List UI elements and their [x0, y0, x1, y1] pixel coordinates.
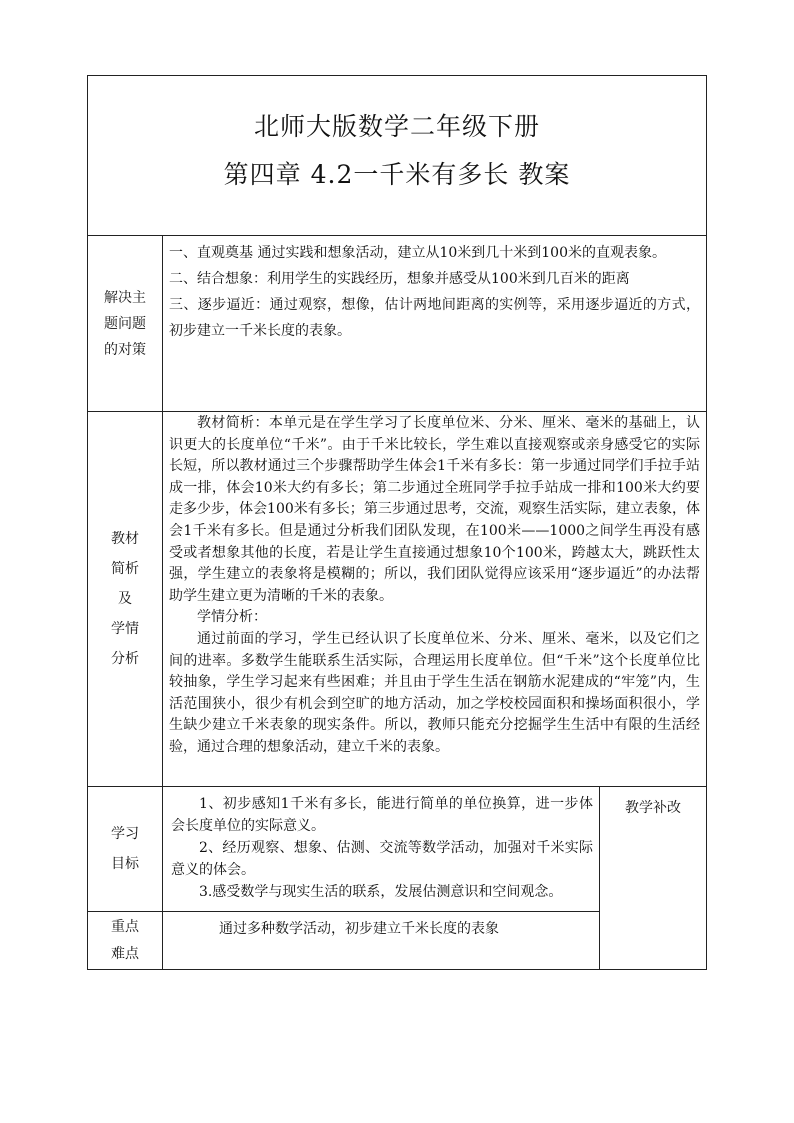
goals-content-cell: [162, 786, 599, 911]
strategy-label-line: 题问题: [104, 315, 146, 332]
goal-item: 3.感受数学与现实生活的联系，发展估测意识和空间观念。: [199, 884, 563, 900]
document-subtitle: 第四章 4.2一千米有多长 教案: [223, 160, 571, 189]
keypoints-label-cell: [87, 911, 162, 970]
strategy-paragraph: 二、结合想象：利用学生的实践经历，想象并感受从100米到几百米的距离: [169, 271, 630, 287]
document-title: 北师大版数学二年级下册: [253, 112, 540, 141]
goals-label-cell: [87, 786, 162, 911]
analysis-label-line: 简析: [111, 561, 139, 577]
strategy-paragraph: 三、逐步逼近：通过观察，想像，估计两地间距离的实例等，采用逐步逼近的方式，初步建立一千米长度的表象。: [169, 297, 700, 339]
analysis-content-cell: [162, 411, 707, 786]
strategy-label-cell: [87, 235, 162, 411]
strategy-content-cell: [162, 235, 707, 411]
analysis-label-cell: [87, 411, 162, 786]
keypoints-content-cell: [162, 911, 599, 970]
analysis-paragraph: 通过前面的学习，学生已经认识了长度单位米、分米、厘米、毫米，以及它们之间的进率。多数学生能联系生活实际，合理运用长度单位。但“千米”这个长度单位比较抽象，学生学习起来有些困难；并且由于学生生活在钢筋水泥建成的“牢笼”内，生活范围狭小，很少有机会到空旷的地方活动，加之学校校园面积和操场面积很小，学生缺少建立千米表象的现实条件。所以，教师只能充分挖掘学生生活中有限的生活经验，通过合理的想象活动，建立千米的表象。: [169, 630, 700, 755]
analysis-label-line: 学情: [111, 621, 139, 637]
strategy-label-line: 的对策: [104, 341, 146, 358]
supplement-header: 教学补改: [625, 800, 681, 816]
goals-label-line: 学习: [111, 826, 139, 842]
keypoints-text: 通过多种数学活动，初步建立千米长度的表象: [219, 921, 499, 937]
keypoints-label-line: 难点: [111, 945, 139, 962]
strategy-paragraph: 一、直观奠基 通过实践和想象活动，建立从10米到几十米到100米的直观表象。: [169, 245, 666, 261]
goal-item: 2、经历观察、想象、估测、交流等数学活动，加强对千米实际意义的体会。: [171, 840, 593, 878]
supplement-cell: [599, 786, 707, 970]
strategy-label-line: 解决主: [104, 289, 146, 306]
title-cell: [87, 75, 707, 235]
goal-item: 1、初步感知1千米有多长，能进行简单的单位换算，进一步体会长度单位的实际意义。: [171, 796, 593, 834]
goals-label-line: 目标: [111, 856, 139, 872]
analysis-label-line: 及: [118, 591, 132, 607]
analysis-subheading: 学情分析：: [197, 609, 267, 626]
analysis-label-line: 分析: [111, 651, 139, 667]
analysis-paragraph: 教材简析：本单元是在学生学习了长度单位米、分米、厘米、毫米的基础上，认识更大的长度单位“千米”。由于千米比较长，学生难以直接观察或亲身感受它的实际长短，所以教材通过三个步骤帮助学生体会1千米有多长：第一步通过同学们手拉手站成一排，体会10米大约有多长；第二步通过全班同学手拉手站成一排和100米大约要走多少步，体会100米有多长；第三步通过思考，交流，观察生活实际，建立表象，体会1千米有多长。但是通过分析我们团队发现，在100米——1000之间学生再没有感受或者想象其他的长度，若是让学生直接通过想象10个100米，跨越太大，跳跃性太强，学生建立的表象将是模糊的；所以，我们团队觉得应该采用“逐步逼近”的办法帮助学生建立更为清晰的千米的表象。: [169, 415, 700, 604]
keypoints-label-line: 重点: [111, 918, 139, 935]
analysis-label-line: 教材: [111, 531, 139, 547]
